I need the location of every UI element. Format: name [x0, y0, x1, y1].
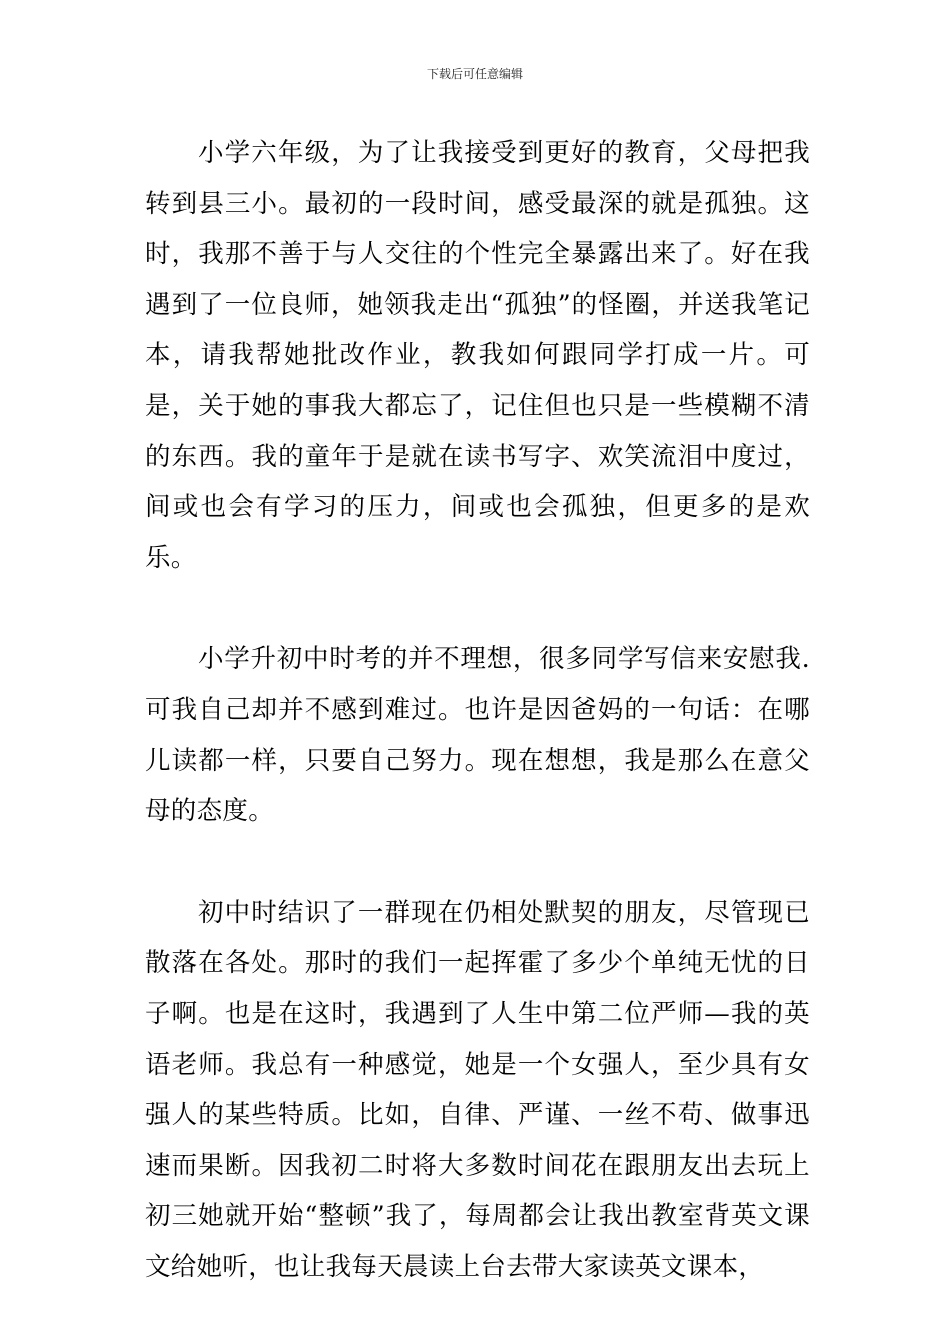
paragraph-3: 初中时结识了一群现在仍相处默契的朋友，尽管现已散落在各处。那时的我们一起挥霍了多少个单纯无忧的日子啊。也是在这时，我遇到了人生中第二位严师—我的英语老师。我总有一种感觉，她是一个女强人，至少具有女强人的某些特质。比如，自律、严谨、一丝不苟、做事迅速而果断。因我初二时将大多数时间花在跟朋友出去玩上初三她就开始“整顿”我了，每周都会让我出教室背英文课文给她听，也让我每天晨读上台去带大家读英文课本， [145, 897, 810, 1282]
paragraph-2: 小学升初中时考的并不理想，很多同学写信来安慰我.可我自己却并不感到难过。也许是因爸妈的一句话：在哪儿读都一样，只要自己努力。现在想想，我是那么在意父母的态度。 [145, 644, 810, 827]
paragraph-gap [145, 583, 810, 634]
paragraph-1: 小学六年级，为了让我接受到更好的教育，父母把我转到县三小。最初的一段时间，感受最深的就是孤独。这时，我那不善于与人交往的个性完全暴露出来了。好在我遇到了一位良师，她领我走出“孤独”的怪圈，并送我笔记本，请我帮她批改作业，教我如何跟同学打成一片。可是，关于她的事我大都忘了，记住但也只是一些模糊不清的东西。我的童年于是就在读书写字、欢笑流泪中度过，间或也会有学习的压力，间或也会孤独，但更多的是欢乐。 [145, 138, 810, 573]
document-body [145, 128, 810, 1292]
header-note: 下载后可任意编辑 [426, 67, 523, 81]
paragraph-gap [145, 837, 810, 888]
